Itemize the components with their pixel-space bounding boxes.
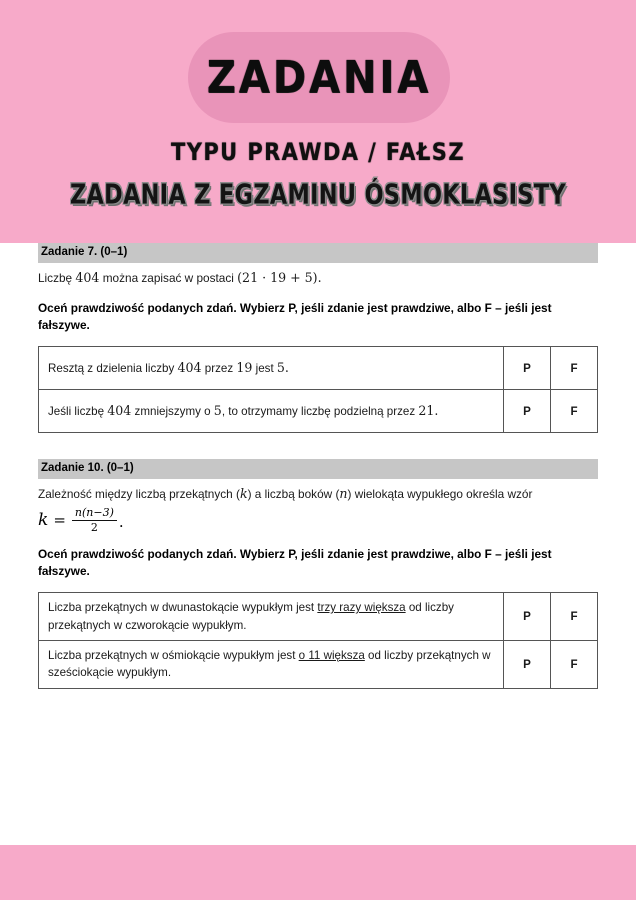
task-7-title-bar: Zadanie 7. (0–1) — [38, 243, 598, 263]
table-row — [39, 593, 598, 641]
task-7-lead-prefix: Liczbę — [38, 270, 73, 285]
task-7-row-2-statement: Jeśli liczbę 404 zmniejszymy o 5, to otrzymamy liczbę podzielną przez 21. — [39, 390, 504, 433]
formula-equals: = — [53, 510, 66, 529]
table-row — [39, 347, 598, 390]
task-block-10 — [38, 459, 598, 688]
task-7-row-2-option-false[interactable]: F — [551, 390, 598, 433]
formula-denominator: 2 — [72, 520, 117, 534]
task-7-pf-table — [38, 346, 598, 433]
task-10-title-bar: Zadanie 10. (0–1) — [38, 459, 598, 479]
task-block-7 — [38, 243, 598, 433]
page-title: ZADANIA — [206, 51, 432, 104]
task-7-row-1-option-true[interactable]: P — [504, 347, 551, 390]
formula-fraction — [72, 507, 117, 534]
task-10-row-1-option-false[interactable]: F — [551, 593, 598, 641]
table-row — [39, 640, 598, 688]
task-10-lead-text-3: ) wielokąta wypukłego określa wzór — [347, 487, 533, 502]
task-7-lead-number: 404 — [75, 269, 100, 285]
formula-trailing-period: . — [118, 512, 124, 531]
subtitle-type: TYPU PRAWDA / FAŁSZ — [171, 138, 465, 166]
task-7-lead — [38, 263, 598, 287]
task-7-row-1-option-false[interactable]: F — [551, 347, 598, 390]
task-10-lead-text-2: ) a liczbą boków ( — [247, 487, 340, 502]
task-7-lead-middle: można zapisać w postaci — [102, 270, 234, 285]
formula-numerator: n(n−3) — [74, 506, 114, 520]
task-10-row-2-statement: Liczba przekątnych w ośmiokącie wypukłym jest o 11 większa od liczby przekątnych w sześciokącie wypukłym. — [39, 640, 504, 688]
task-10-row-1-option-true[interactable]: P — [504, 593, 551, 641]
task-10-var-n: n — [339, 486, 348, 502]
task-10-instruction: Oceń prawdziwość podanych zdań. Wybierz P, jeśli zdanie jest prawdziwe, albo F – jeśli jest fałszywe. — [38, 546, 552, 579]
task-7-instruction: Oceń prawdziwość podanych zdań. Wybierz P, jeśli zdanie jest prawdziwe, albo F – jeśli jest fałszywe. — [38, 301, 552, 333]
task-10-row-2-option-false[interactable]: F — [551, 640, 598, 688]
task-7-row-1-statement: Resztą z dzielenia liczby 404 przez 19 jest 5. — [39, 347, 504, 390]
formula-lhs: k — [38, 509, 49, 530]
task-10-row-2-option-true[interactable]: P — [504, 640, 551, 688]
task-10-var-k: k — [239, 486, 248, 502]
task-7-lead-expression: (21 · 19 + 5). — [237, 269, 322, 285]
task-10-lead-text-1: Zależność między liczbą przekątnych ( — [38, 487, 240, 502]
task-7-row-2-option-true[interactable]: P — [504, 390, 551, 433]
table-row — [39, 390, 598, 433]
subtitle-exam: ZADANIA Z EGZAMINU ÓSMOKLASISTY — [69, 179, 567, 211]
task-10-row-1-statement: Liczba przekątnych w dwunastokącie wypukłym jest trzy razy większa od liczby przekątnych w czworokącie wypukłym. — [39, 593, 504, 641]
header-band — [0, 0, 636, 243]
title-pill — [188, 32, 450, 123]
task-10-pf-table — [38, 592, 598, 689]
task-10-lead — [38, 479, 598, 503]
content-column — [38, 243, 598, 689]
content-sheet — [0, 243, 636, 845]
task-10-formula — [38, 503, 598, 533]
